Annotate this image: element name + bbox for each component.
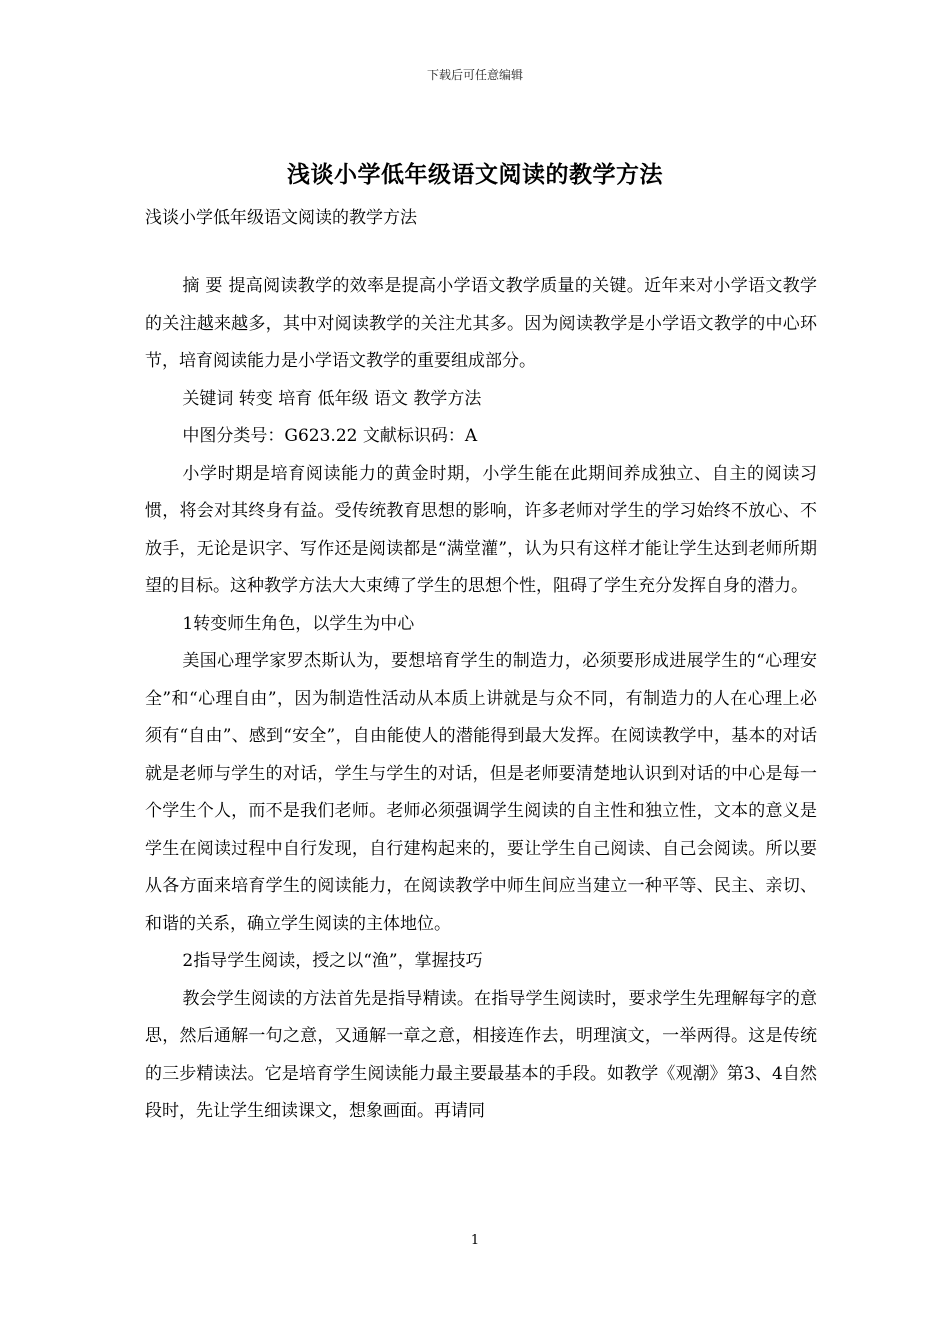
- keywords-line: 关键词 转变 培育 低年级 语文 教学方法: [182, 388, 482, 409]
- body-paragraph: 教会学生阅读的方法首先是指导精读。在指导学生阅读时，要求学生先理解每字的意思，然后通解一句之意，又通解一章之意，相接连作去，明理演文，一举两得。这是传统的三步精读法。它是培育学生阅读能力最主要最基本的手段。如教学《观潮》第3、4自然段时，先让学生细读课文，想象画面。再请同: [145, 988, 817, 1121]
- page-number: 1: [470, 1233, 480, 1248]
- body-paragraph: 小学时期是培育阅读能力的黄金时期，小学生能在此期间养成独立、自主的阅读习惯，将会对其终身有益。受传统教育思想的影响，许多老师对学生的学习始终不放心、不放手，无论是识字、写作还是阅读都是“满堂灌”，认为只有这样才能让学生达到老师所期望的目标。这种教学方法大大束缚了学生的思想个性，阻碍了学生充分发挥自身的潜力。: [145, 463, 817, 596]
- document-body: [145, 268, 817, 1131]
- section-heading: 2指导学生阅读，授之以“渔”，掌握技巧: [182, 951, 483, 971]
- document-title: 浅谈小学低年级语文阅读的教学方法: [287, 161, 663, 188]
- classification-line: 中图分类号：G623.22 文献标识码：A: [182, 426, 478, 446]
- section-heading: 1转变师生角色，以学生为中心: [182, 613, 415, 634]
- abstract-paragraph: 摘 要 提高阅读教学的效率是提高小学语文教学质量的关键。近年来对小学语文教学的关注越来越多，其中对阅读教学的关注尤其多。因为阅读教学是小学语文教学的中心环节，培育阅读能力是小学语文教学的重要组成部分。: [145, 276, 817, 371]
- document-subtitle: 浅谈小学低年级语文阅读的教学方法: [145, 208, 417, 228]
- header-note: 下载后可任意编辑: [426, 68, 523, 82]
- body-paragraph: 美国心理学家罗杰斯认为，要想培育学生的制造力，必须要形成进展学生的“心理安全”和“心理自由”，因为制造性活动从本质上讲就是与众不同，有制造力的人在心理上必须有“自由”、感到“安全”，自由能使人的潜能得到最大发挥。在阅读教学中，基本的对话就是老师与学生的对话，学生与学生的对话，但是老师要清楚地认识到对话的中心是每一个学生个人，而不是我们老师。老师必须强调学生阅读的自主性和独立性，文本的意义是学生在阅读过程中自行发现，自行建构起来的，要让学生自己阅读、自己会阅读。所以要从各方面来培育学生的阅读能力，在阅读教学中师生间应当建立一种平等、民主、亲切、和谐的关系，确立学生阅读的主体地位。: [145, 651, 817, 934]
